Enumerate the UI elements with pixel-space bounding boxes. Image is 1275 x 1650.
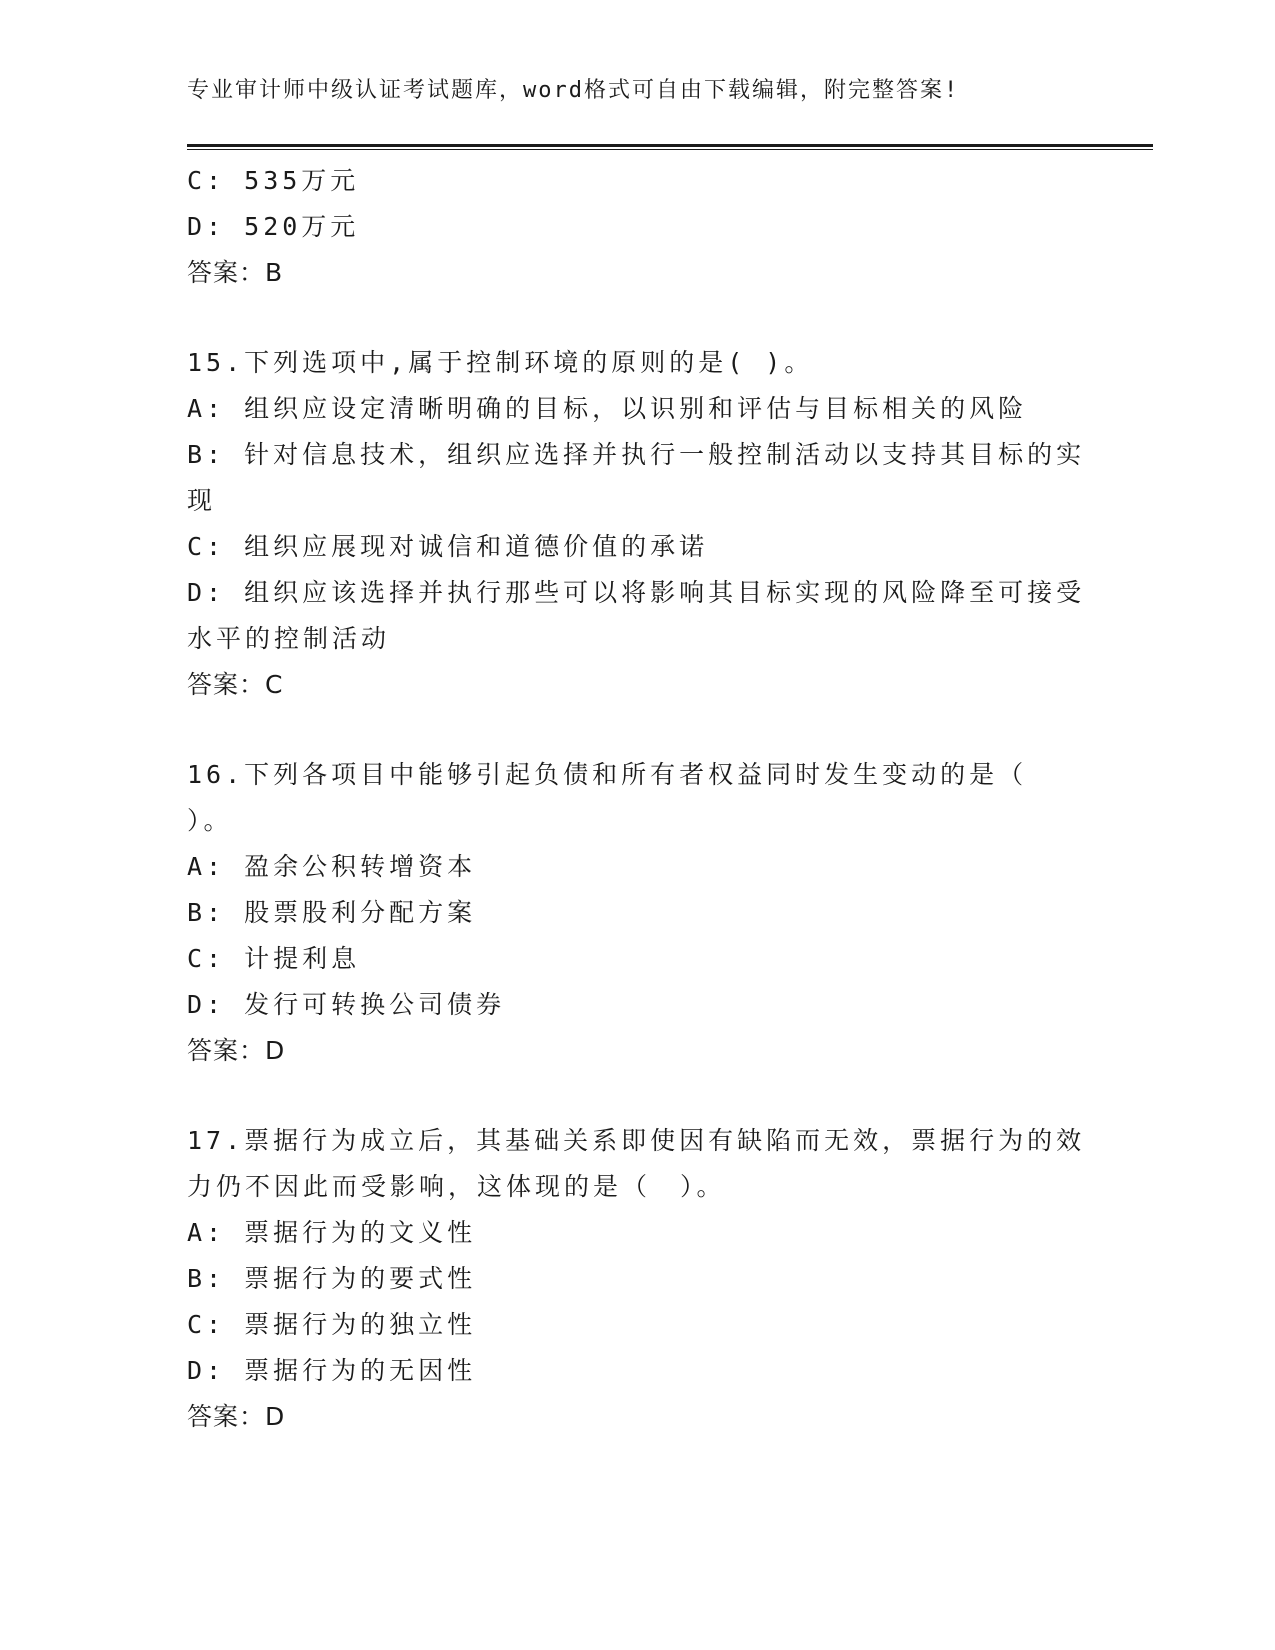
option-a: A: 组织应设定清晰明确的目标，以识别和评估与目标相关的风险 (187, 394, 1028, 423)
option-c: C: 535万元 (187, 166, 360, 195)
document-body (187, 158, 1087, 1440)
option-b-continued: 现 (187, 486, 217, 515)
header-rule-thin (187, 149, 1153, 150)
question-stem-continued: ）。 (187, 806, 233, 835)
option-d: D: 发行可转换公司债券 (187, 990, 506, 1019)
header-rule-thick (187, 144, 1153, 147)
option-b: B: 股票股利分配方案 (187, 898, 477, 927)
question-stem-continued: 力仍不因此而受影响，这体现的是（ ）。 (187, 1172, 726, 1201)
spacer (187, 708, 1087, 752)
answer-line: 答案：B (187, 258, 284, 287)
option-d-continued: 水平的控制活动 (187, 624, 391, 653)
option-d: D: 组织应该选择并执行那些可以将影响其目标实现的风险降至可接受 (187, 578, 1086, 607)
prev-question-block (187, 158, 1087, 296)
option-a: A: 盈余公积转增资本 (187, 852, 477, 881)
question-stem: 17.票据行为成立后，其基础关系即使因有缺陷而无效，票据行为的效 (187, 1126, 1086, 1155)
answer-line: 答案：D (187, 1036, 286, 1065)
option-a: A: 票据行为的文义性 (187, 1218, 477, 1247)
question-17 (187, 1118, 1087, 1440)
spacer (187, 1074, 1087, 1118)
spacer (187, 296, 1087, 340)
option-c: C: 票据行为的独立性 (187, 1310, 477, 1339)
answer-line: 答案：C (187, 670, 284, 699)
question-stem: 15.下列选项中,属于控制环境的原则的是( )。 (187, 348, 814, 377)
option-c: C: 组织应展现对诚信和道德价值的承诺 (187, 532, 709, 561)
option-d: D: 票据行为的无因性 (187, 1356, 477, 1385)
option-b: B: 针对信息技术，组织应选择并执行一般控制活动以支持其目标的实 (187, 440, 1086, 469)
question-15 (187, 340, 1087, 708)
option-b: B: 票据行为的要式性 (187, 1264, 477, 1293)
option-d: D: 520万元 (187, 212, 360, 241)
question-16 (187, 752, 1087, 1074)
answer-line: 答案：D (187, 1402, 286, 1431)
question-stem: 16.下列各项目中能够引起负债和所有者权益同时发生变动的是（ (187, 760, 1028, 789)
option-c: C: 计提利息 (187, 944, 361, 973)
page-header-title: 专业审计师中级认证考试题库，word格式可自由下载编辑，附完整答案! (187, 78, 960, 103)
